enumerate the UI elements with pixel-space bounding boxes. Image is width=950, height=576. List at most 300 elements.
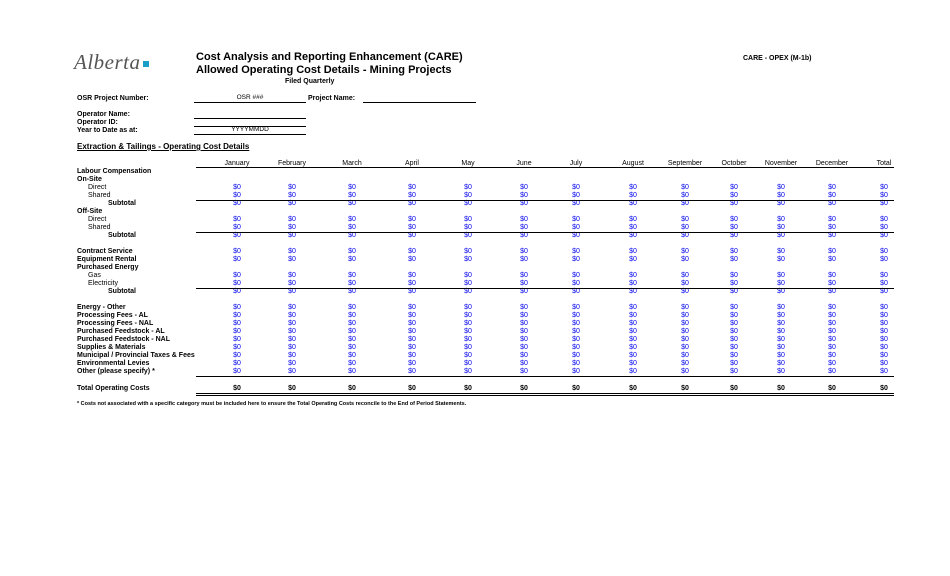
row-label: Energy - Other — [77, 304, 126, 311]
cost-cell[interactable]: $0 — [730, 216, 738, 223]
cost-cell: $0 — [348, 288, 356, 295]
cost-cell[interactable]: $0 — [572, 280, 580, 287]
row-label: Purchased Feedstock - AL — [77, 328, 165, 335]
month-header: November — [764, 160, 798, 167]
cost-cell[interactable]: $0 — [629, 184, 637, 191]
cost-cell[interactable]: $0 — [730, 328, 738, 335]
cost-cell[interactable]: $0 — [572, 256, 580, 263]
cost-cell[interactable]: $0 — [233, 216, 241, 223]
cost-cell[interactable]: $0 — [348, 328, 356, 335]
cost-cell[interactable]: $0 — [233, 184, 241, 191]
row-label: Shared — [88, 192, 111, 199]
cost-cell[interactable]: $0 — [629, 344, 637, 351]
cost-cell[interactable]: $0 — [629, 280, 637, 287]
subtotal-rule — [196, 200, 894, 201]
cost-cell[interactable]: $0 — [629, 336, 637, 343]
cost-cell[interactable]: $0 — [629, 304, 637, 311]
cost-cell[interactable]: $0 — [777, 336, 785, 343]
cost-cell[interactable]: $0 — [233, 368, 241, 375]
cost-cell[interactable]: $0 — [828, 216, 836, 223]
cost-cell[interactable]: $0 — [233, 352, 241, 359]
cost-cell[interactable]: $0 — [233, 312, 241, 319]
cost-cell[interactable]: $0 — [777, 280, 785, 287]
cost-cell[interactable]: $0 — [233, 272, 241, 279]
cost-cell: $0 — [629, 232, 637, 239]
ytd-field[interactable]: YYYYMMDD — [194, 125, 306, 135]
cost-cell[interactable]: $0 — [681, 312, 689, 319]
cost-cell[interactable]: $0 — [681, 192, 689, 199]
cost-cell[interactable]: $0 — [777, 248, 785, 255]
cost-cell[interactable]: $0 — [408, 192, 416, 199]
cost-cell[interactable]: $0 — [777, 360, 785, 367]
cost-cell[interactable]: $0 — [730, 368, 738, 375]
cost-cell: $0 — [408, 232, 416, 239]
row-label: Processing Fees - AL — [77, 312, 148, 319]
row-label: Other (please specify) * — [77, 368, 155, 375]
cost-cell[interactable]: $0 — [629, 352, 637, 359]
form-code: CARE - OPEX (M-1b) — [743, 55, 812, 62]
cost-cell[interactable]: $0 — [348, 312, 356, 319]
cost-cell[interactable]: $0 — [288, 256, 296, 263]
cost-cell[interactable]: $0 — [288, 224, 296, 231]
cost-cell: $0 — [572, 385, 580, 392]
cost-cell[interactable]: $0 — [348, 184, 356, 191]
cost-cell[interactable]: $0 — [681, 304, 689, 311]
cost-cell[interactable]: $0 — [828, 344, 836, 351]
cost-cell[interactable]: $0 — [828, 304, 836, 311]
cost-cell[interactable]: $0 — [777, 192, 785, 199]
cost-cell[interactable]: $0 — [880, 344, 888, 351]
cost-cell[interactable]: $0 — [464, 184, 472, 191]
cost-cell[interactable]: $0 — [520, 256, 528, 263]
cost-cell: $0 — [681, 200, 689, 207]
cost-cell[interactable]: $0 — [464, 192, 472, 199]
subtotal-rule — [196, 288, 894, 289]
cost-cell[interactable]: $0 — [464, 368, 472, 375]
cost-cell[interactable]: $0 — [288, 344, 296, 351]
cost-cell[interactable]: $0 — [520, 352, 528, 359]
cost-cell[interactable]: $0 — [408, 328, 416, 335]
header-rule — [196, 167, 894, 168]
cost-cell: $0 — [777, 385, 785, 392]
cost-cell[interactable]: $0 — [348, 216, 356, 223]
cost-cell[interactable]: $0 — [348, 360, 356, 367]
cost-cell[interactable]: $0 — [730, 192, 738, 199]
cost-cell: $0 — [408, 385, 416, 392]
cost-cell[interactable]: $0 — [777, 320, 785, 327]
cost-cell[interactable]: $0 — [880, 320, 888, 327]
cost-cell[interactable]: $0 — [880, 360, 888, 367]
cost-cell[interactable]: $0 — [288, 368, 296, 375]
cost-cell[interactable]: $0 — [464, 272, 472, 279]
cost-cell: $0 — [777, 232, 785, 239]
cost-cell[interactable]: $0 — [880, 216, 888, 223]
cost-cell[interactable]: $0 — [348, 368, 356, 375]
cost-cell[interactable]: $0 — [348, 352, 356, 359]
cost-cell: $0 — [348, 232, 356, 239]
month-header: December — [815, 160, 849, 167]
cost-cell[interactable]: $0 — [880, 304, 888, 311]
cost-cell: $0 — [629, 200, 637, 207]
cost-cell[interactable]: $0 — [520, 360, 528, 367]
cost-cell: $0 — [681, 232, 689, 239]
cost-cell[interactable]: $0 — [464, 352, 472, 359]
cost-cell[interactable]: $0 — [408, 312, 416, 319]
cost-cell[interactable]: $0 — [464, 344, 472, 351]
cost-cell[interactable]: $0 — [408, 216, 416, 223]
month-header: March — [342, 160, 362, 167]
cost-cell[interactable]: $0 — [572, 328, 580, 335]
cost-cell[interactable]: $0 — [730, 320, 738, 327]
cost-cell[interactable]: $0 — [464, 320, 472, 327]
cost-cell[interactable]: $0 — [520, 312, 528, 319]
cost-cell: $0 — [408, 288, 416, 295]
cost-cell[interactable]: $0 — [348, 256, 356, 263]
cost-cell[interactable]: $0 — [288, 312, 296, 319]
cost-cell[interactable]: $0 — [880, 328, 888, 335]
cost-cell[interactable]: $0 — [408, 360, 416, 367]
report-subtitle: Allowed Operating Cost Details - Mining Projects — [196, 64, 452, 76]
month-header: April — [404, 160, 419, 167]
cost-cell[interactable]: $0 — [288, 336, 296, 343]
cost-cell[interactable]: $0 — [681, 216, 689, 223]
cost-cell: $0 — [348, 385, 356, 392]
cost-cell[interactable]: $0 — [572, 344, 580, 351]
cost-cell[interactable]: $0 — [730, 256, 738, 263]
cost-cell: $0 — [730, 200, 738, 207]
cost-cell[interactable]: $0 — [408, 184, 416, 191]
cost-cell: $0 — [730, 232, 738, 239]
cost-cell[interactable]: $0 — [681, 368, 689, 375]
cost-cell[interactable]: $0 — [348, 280, 356, 287]
cost-cell[interactable]: $0 — [520, 248, 528, 255]
cost-cell[interactable]: $0 — [828, 320, 836, 327]
cost-cell[interactable]: $0 — [880, 248, 888, 255]
row-label: Direct — [88, 184, 107, 191]
cost-cell[interactable]: $0 — [629, 224, 637, 231]
cost-cell[interactable]: $0 — [880, 336, 888, 343]
cost-cell[interactable]: $0 — [629, 216, 637, 223]
cost-cell[interactable]: $0 — [520, 368, 528, 375]
cost-cell[interactable]: $0 — [880, 280, 888, 287]
cost-cell[interactable]: $0 — [681, 256, 689, 263]
cost-cell[interactable]: $0 — [777, 256, 785, 263]
cost-cell[interactable]: $0 — [730, 304, 738, 311]
cost-cell: $0 — [880, 232, 888, 239]
cost-cell[interactable]: $0 — [777, 312, 785, 319]
cost-cell: $0 — [288, 200, 296, 207]
cost-cell[interactable]: $0 — [520, 184, 528, 191]
cost-cell[interactable]: $0 — [408, 280, 416, 287]
cost-cell[interactable]: $0 — [880, 272, 888, 279]
cost-cell[interactable]: $0 — [408, 352, 416, 359]
cost-cell[interactable]: $0 — [408, 272, 416, 279]
cost-cell[interactable]: $0 — [730, 312, 738, 319]
cost-cell[interactable]: $0 — [348, 192, 356, 199]
operator-id-label: Operator ID: — [77, 119, 118, 126]
cost-cell[interactable]: $0 — [629, 328, 637, 335]
cost-cell[interactable]: $0 — [288, 320, 296, 327]
cost-cell[interactable]: $0 — [880, 352, 888, 359]
cost-cell[interactable]: $0 — [233, 360, 241, 367]
osr-field[interactable]: OSR ### — [194, 93, 306, 103]
cost-cell[interactable]: $0 — [730, 280, 738, 287]
cost-cell[interactable]: $0 — [408, 336, 416, 343]
cost-cell[interactable]: $0 — [572, 192, 580, 199]
cost-cell[interactable]: $0 — [348, 304, 356, 311]
cost-cell[interactable]: $0 — [880, 224, 888, 231]
cost-cell[interactable]: $0 — [681, 184, 689, 191]
cost-cell: $0 — [572, 232, 580, 239]
cost-cell[interactable]: $0 — [233, 328, 241, 335]
cost-cell[interactable]: $0 — [288, 192, 296, 199]
row-label: Shared — [88, 224, 111, 231]
cost-cell[interactable]: $0 — [233, 256, 241, 263]
cost-cell[interactable]: $0 — [464, 304, 472, 311]
cost-cell[interactable]: $0 — [828, 280, 836, 287]
cost-cell[interactable]: $0 — [348, 248, 356, 255]
cost-cell[interactable]: $0 — [777, 272, 785, 279]
cost-cell[interactable]: $0 — [520, 216, 528, 223]
row-label: Processing Fees - NAL — [77, 320, 154, 327]
row-label: On-Site — [77, 176, 102, 183]
cost-cell[interactable]: $0 — [288, 184, 296, 191]
cost-cell[interactable]: $0 — [408, 248, 416, 255]
cost-cell: $0 — [572, 288, 580, 295]
cost-cell[interactable]: $0 — [464, 248, 472, 255]
cost-cell[interactable]: $0 — [520, 192, 528, 199]
ytd-label: Year to Date as at: — [77, 127, 138, 134]
cost-cell[interactable]: $0 — [572, 352, 580, 359]
cost-cell: $0 — [777, 200, 785, 207]
cost-cell[interactable]: $0 — [572, 336, 580, 343]
cost-cell[interactable]: $0 — [288, 304, 296, 311]
cost-cell: $0 — [464, 288, 472, 295]
cost-cell[interactable]: $0 — [730, 224, 738, 231]
cost-cell[interactable]: $0 — [288, 216, 296, 223]
cost-cell[interactable]: $0 — [828, 192, 836, 199]
cost-cell[interactable]: $0 — [572, 272, 580, 279]
row-label: Direct — [88, 216, 107, 223]
row-label: Contract Service — [77, 248, 133, 255]
cost-cell[interactable]: $0 — [464, 328, 472, 335]
cost-cell[interactable]: $0 — [730, 336, 738, 343]
cost-cell[interactable]: $0 — [288, 280, 296, 287]
cost-cell: $0 — [681, 288, 689, 295]
row-label: Total Operating Costs — [77, 385, 150, 392]
cost-cell[interactable]: $0 — [828, 368, 836, 375]
row-label: Equipment Rental — [77, 256, 137, 263]
cost-cell[interactable]: $0 — [572, 184, 580, 191]
cost-cell[interactable]: $0 — [464, 280, 472, 287]
cost-cell[interactable]: $0 — [288, 352, 296, 359]
cost-cell[interactable]: $0 — [777, 328, 785, 335]
cost-cell[interactable]: $0 — [777, 344, 785, 351]
cost-cell[interactable]: $0 — [880, 368, 888, 375]
cost-cell[interactable]: $0 — [348, 272, 356, 279]
cost-cell: $0 — [880, 288, 888, 295]
cost-cell[interactable]: $0 — [348, 344, 356, 351]
cost-cell[interactable]: $0 — [629, 272, 637, 279]
cost-cell[interactable]: $0 — [777, 224, 785, 231]
cost-cell: $0 — [288, 288, 296, 295]
cost-cell: $0 — [348, 200, 356, 207]
cost-cell[interactable]: $0 — [348, 224, 356, 231]
cost-cell[interactable]: $0 — [572, 312, 580, 319]
cost-cell[interactable]: $0 — [464, 224, 472, 231]
cost-cell[interactable]: $0 — [464, 360, 472, 367]
cost-cell[interactable]: $0 — [629, 248, 637, 255]
cost-cell[interactable]: $0 — [828, 312, 836, 319]
cost-cell[interactable]: $0 — [681, 344, 689, 351]
cost-cell[interactable]: $0 — [408, 344, 416, 351]
cost-cell[interactable]: $0 — [681, 320, 689, 327]
cost-cell[interactable]: $0 — [730, 360, 738, 367]
cost-cell: $0 — [464, 385, 472, 392]
cost-cell[interactable]: $0 — [408, 256, 416, 263]
cost-cell[interactable]: $0 — [520, 328, 528, 335]
month-header: January — [224, 160, 250, 167]
cost-cell[interactable]: $0 — [681, 272, 689, 279]
row-label: Purchased Feedstock - NAL — [77, 336, 170, 343]
cost-cell[interactable]: $0 — [408, 368, 416, 375]
cost-cell[interactable]: $0 — [520, 336, 528, 343]
cost-cell[interactable]: $0 — [464, 216, 472, 223]
row-label: Purchased Energy — [77, 264, 139, 271]
cost-cell[interactable]: $0 — [681, 328, 689, 335]
cost-cell[interactable]: $0 — [777, 216, 785, 223]
cost-cell[interactable]: $0 — [520, 304, 528, 311]
cost-cell[interactable]: $0 — [572, 320, 580, 327]
cost-cell[interactable]: $0 — [828, 352, 836, 359]
row-label: Electricity — [88, 280, 118, 287]
row-label: Off-Site — [77, 208, 103, 215]
cost-cell[interactable]: $0 — [572, 368, 580, 375]
operator-name-label: Operator Name: — [77, 111, 130, 118]
cost-cell[interactable]: $0 — [288, 248, 296, 255]
cost-cell: $0 — [464, 232, 472, 239]
cost-cell[interactable]: $0 — [408, 320, 416, 327]
cost-cell[interactable]: $0 — [730, 248, 738, 255]
cost-cell[interactable]: $0 — [828, 336, 836, 343]
cost-cell: $0 — [730, 385, 738, 392]
cost-cell[interactable]: $0 — [828, 184, 836, 191]
cost-cell[interactable]: $0 — [629, 312, 637, 319]
row-label: Subtotal — [108, 288, 136, 295]
cost-cell: $0 — [629, 288, 637, 295]
cost-cell[interactable]: $0 — [464, 336, 472, 343]
cost-cell[interactable]: $0 — [681, 280, 689, 287]
cost-cell[interactable]: $0 — [520, 280, 528, 287]
cost-cell[interactable]: $0 — [681, 224, 689, 231]
cost-cell[interactable]: $0 — [777, 352, 785, 359]
cost-cell[interactable]: $0 — [777, 304, 785, 311]
cost-cell[interactable]: $0 — [730, 352, 738, 359]
cost-cell[interactable]: $0 — [681, 352, 689, 359]
cost-cell[interactable]: $0 — [572, 248, 580, 255]
cost-cell[interactable]: $0 — [520, 224, 528, 231]
cost-cell[interactable]: $0 — [828, 360, 836, 367]
cost-cell[interactable]: $0 — [730, 184, 738, 191]
report-title: Cost Analysis and Reporting Enhancement (CARE) — [196, 51, 463, 63]
cost-cell[interactable]: $0 — [408, 224, 416, 231]
cost-cell[interactable]: $0 — [681, 248, 689, 255]
cost-cell[interactable]: $0 — [233, 192, 241, 199]
cost-cell: $0 — [828, 288, 836, 295]
cost-cell[interactable]: $0 — [828, 328, 836, 335]
cost-cell[interactable]: $0 — [880, 312, 888, 319]
cost-cell[interactable]: $0 — [880, 184, 888, 191]
cost-cell[interactable]: $0 — [233, 280, 241, 287]
cost-cell[interactable]: $0 — [629, 256, 637, 263]
cost-cell[interactable]: $0 — [233, 344, 241, 351]
cost-cell[interactable]: $0 — [730, 272, 738, 279]
cost-cell[interactable]: $0 — [288, 272, 296, 279]
cost-cell[interactable]: $0 — [572, 360, 580, 367]
project-name-field[interactable] — [363, 93, 476, 103]
cost-cell[interactable]: $0 — [572, 224, 580, 231]
cost-cell[interactable]: $0 — [233, 248, 241, 255]
cost-cell[interactable]: $0 — [408, 304, 416, 311]
cost-cell[interactable]: $0 — [348, 320, 356, 327]
cost-cell: $0 — [233, 232, 241, 239]
cost-cell[interactable]: $0 — [348, 336, 356, 343]
cost-cell[interactable]: $0 — [572, 216, 580, 223]
cost-cell[interactable]: $0 — [730, 344, 738, 351]
cost-cell[interactable]: $0 — [629, 368, 637, 375]
cost-cell: $0 — [288, 232, 296, 239]
cost-cell[interactable]: $0 — [681, 360, 689, 367]
cost-cell[interactable]: $0 — [828, 224, 836, 231]
cost-cell[interactable]: $0 — [464, 312, 472, 319]
cost-cell[interactable]: $0 — [828, 272, 836, 279]
cost-cell[interactable]: $0 — [681, 336, 689, 343]
cost-cell[interactable]: $0 — [777, 368, 785, 375]
cost-cell[interactable]: $0 — [233, 224, 241, 231]
cost-cell: $0 — [730, 288, 738, 295]
row-label: Municipal / Provincial Taxes & Fees — [77, 352, 195, 359]
cost-cell[interactable]: $0 — [880, 192, 888, 199]
osr-label: OSR Project Number: — [77, 95, 149, 102]
cost-cell: $0 — [233, 385, 241, 392]
cost-cell[interactable]: $0 — [520, 344, 528, 351]
cost-cell[interactable]: $0 — [288, 360, 296, 367]
month-header: October — [721, 160, 747, 167]
cost-cell[interactable]: $0 — [288, 328, 296, 335]
cost-cell[interactable]: $0 — [520, 272, 528, 279]
cost-cell[interactable]: $0 — [233, 304, 241, 311]
cost-cell[interactable]: $0 — [828, 256, 836, 263]
cost-cell[interactable]: $0 — [777, 184, 785, 191]
cost-cell[interactable]: $0 — [629, 192, 637, 199]
cost-cell[interactable]: $0 — [629, 360, 637, 367]
cost-cell[interactable]: $0 — [629, 320, 637, 327]
month-header: May — [461, 160, 475, 167]
month-header: Total — [876, 160, 892, 167]
cost-cell[interactable]: $0 — [520, 320, 528, 327]
cost-cell[interactable]: $0 — [464, 256, 472, 263]
cost-cell[interactable]: $0 — [572, 304, 580, 311]
alberta-logo: Alberta — [74, 50, 149, 75]
cost-cell: $0 — [233, 200, 241, 207]
cost-cell[interactable]: $0 — [880, 256, 888, 263]
cost-cell[interactable]: $0 — [233, 336, 241, 343]
cost-cell[interactable]: $0 — [828, 248, 836, 255]
cost-cell: $0 — [828, 232, 836, 239]
cost-cell: $0 — [408, 200, 416, 207]
cost-cell: $0 — [520, 288, 528, 295]
cost-cell[interactable]: $0 — [233, 320, 241, 327]
